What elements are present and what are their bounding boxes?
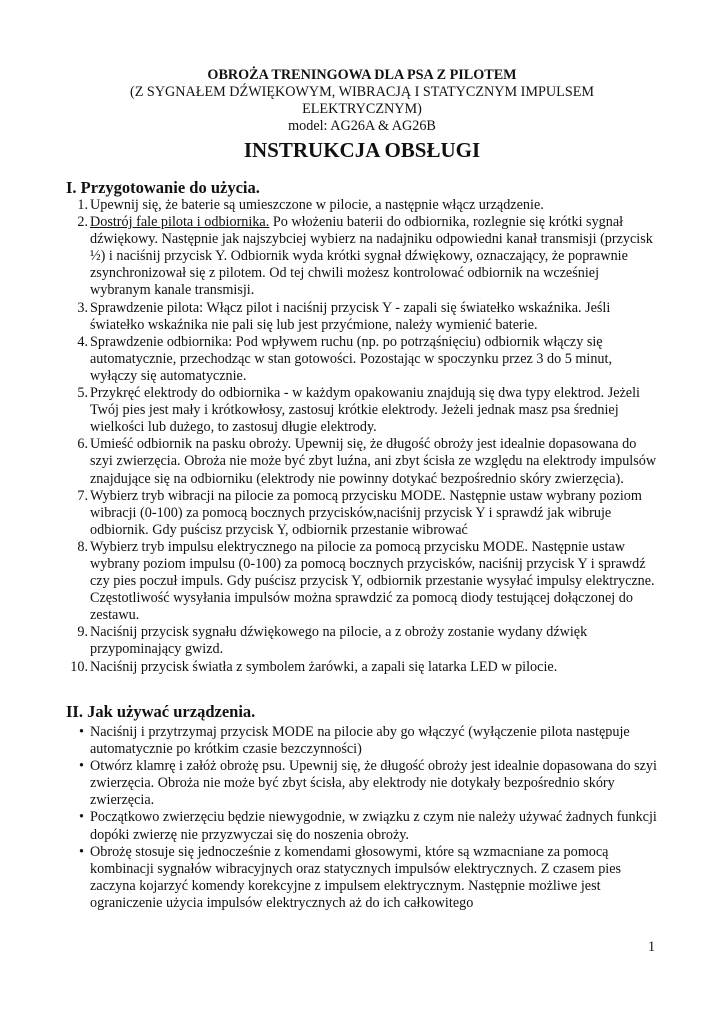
bullet-icon: • (79, 843, 84, 860)
bullet-icon: • (79, 758, 84, 775)
bullet-item-text: Naciśnij i przytrzymaj przycisk MODE na pilocie aby go włączyć (wyłączenie pilota następuje automatycznie po krótkim czasie bezczynności) (90, 724, 630, 758)
preparation-steps-list (58, 197, 658, 676)
bullet-icon: • (79, 809, 84, 826)
list-item (58, 624, 658, 658)
page-title: INSTRUKCJA OBSŁUGI (243, 138, 481, 162)
list-item-number: 10. (70, 658, 88, 675)
list-item-number: 9. (77, 624, 88, 641)
list-item-number: 8. (77, 538, 88, 555)
bullet-icon: • (79, 724, 84, 740)
bullet-item (58, 724, 658, 758)
product-subtitle-continued: ELEKTRYCZNYM) (302, 101, 422, 117)
list-item (58, 300, 658, 334)
list-item-text: Upewnij się, że baterie są umieszczone w pilocie, a następnie włącz urządzenie. (90, 197, 544, 213)
list-item-number: 6. (77, 436, 88, 453)
page-number: 1 (648, 939, 656, 955)
usage-bullet-list (58, 724, 658, 912)
list-item-text: Wybierz tryb impulsu elektrycznego na pilocie za pomocą przycisku MODE. Następnie ustaw wybrany poziom impulsu (0-100) za pomocą bocznych przycisków, naciśnij przycisk Y i sprawdź czy pies poczuł impuls. Gdy puścisz przycisk Y, odbiornik przestanie wysyłać impulsy elektryczne. Częstotliwość wysyłania impulsów można sprawdzić za pomocą diody testującej dołączonej do zestawu. (90, 538, 655, 624)
bullet-item-text: Otwórz klamrę i załóż obrożę psu. Upewnij się, że długość obroży jest idealnie dopasowana do szyi zwierzęcia. Obroża nie może być zbyt ścisła, aby elektrody nie dotykały bezpośrednio skóry zwierzęcia. (90, 758, 657, 809)
list-item (58, 659, 658, 676)
list-item-text: Sprawdzenie odbiornika: Pod wpływem ruchu (np. po potrząśnięciu) odbiornik włączy się automatycznie, przechodząc w stan gotowości. Pozostając w spoczynku przez 3 do 5 minut, wyłączy się automatycznie. (90, 333, 613, 384)
bullet-item (58, 809, 658, 843)
section-heading-preparation: I. Przygotowanie do użycia. (66, 178, 260, 197)
list-item-text: Umieść odbiornik na pasku obroży. Upewnij się, że długość obroży jest idealnie dopasowana do szyi zwierzęcia. Obroża nie może być zbyt luźna, ani zbyt ścisła ze względu na elektrody impulsów znajdujące się na odbiorniku (elektrody nie powinny dotykać bezpośrednio skóry zwierzęcia). (90, 436, 657, 487)
product-subtitle: (Z SYGNAŁEM DŹWIĘKOWYM, WIBRACJĄ I STATYCZNYM IMPULSEM (129, 84, 594, 100)
list-item-number: 4. (77, 333, 88, 350)
list-item (58, 214, 658, 299)
list-item (58, 539, 658, 624)
list-item (58, 385, 658, 436)
list-item-number: 3. (77, 299, 88, 316)
list-item-text: Naciśnij przycisk sygnału dźwiękowego na pilocie, a z obroży zostanie wydany dźwięk przypominający gwizd. (90, 624, 588, 658)
model-line: model: AG26A & AG26B (288, 118, 436, 134)
list-item-text: Naciśnij przycisk światła z symbolem żarówki, a zapali się latarka LED w pilocie. (90, 658, 558, 675)
list-item-text (90, 214, 658, 299)
list-item-text: Sprawdzenie pilota: Włącz pilot i naciśnij przycisk Y - zapali się światełko wskaźnika. Jeśli światełko wskaźnika nie pali się lub jest przyćmione, należy wymienić baterie. (90, 299, 611, 333)
bullet-item-text: Początkowo zwierzęciu będzie niewygodnie, w związku z czym nie należy używać żadnych funkcji dopóki zwierzę nie przyzwyczai się do noszenia obroży. (90, 809, 657, 843)
list-item-text: Przykręć elektrody do odbiornika - w każdym opakowaniu znajdują się dwa typy elektrod. Jeżeli Twój pies jest mały i krótkowłosy, zastosuj krótkie elektrody. Jeżeli jednak masz psa średniej wielkości lub dużego, to zastosuj długie elektrody. (90, 385, 640, 436)
bullet-item (58, 844, 658, 912)
list-item-number: 2. (77, 214, 88, 231)
list-item (58, 488, 658, 539)
list-item-text: Wybierz tryb wibracji na pilocie za pomocą przycisku MODE. Następnie ustaw wybrany poziom wibracji (0-100) za pomocą bocznych przycisków,naciśnij przycisk Y i sprawdź jak wibruje odbiornik. Gdy puścisz przycisk Y, odbiornik przestanie wibrować (90, 487, 642, 538)
bullet-item-text: Obrożę stosuje się jednocześnie z komendami głosowymi, które są wzmacniane za pomocą kombinacji sygnałów wibracyjnych oraz statycznych impulsów elektrycznych. Z czasem pies zaczyna kojarzyć komendy korekcyjne z impulsem elektrycznym. Następnie możliwe jest ograniczenie użycia impulsów elektrycznych aż do ich całkowitego (90, 843, 622, 911)
list-item-number: 7. (77, 487, 88, 504)
list-item-body: Po włożeniu baterii do odbiornika, rozlegnie się krótki sygnał dźwiękowy. Następnie jak najszybciej wybierz na nadajniku odpowiedni kanał transmisji (przycisk ½) i naciśnij przycisk Y. Odbiornik wyda krótki sygnał dźwiękowy, oznaczający, że poprawnie zsynchronizował się z pilotem. Od tej chwili możesz kontrolować odbiornik na wcześniej wybranym kanale transmisji. (90, 214, 653, 299)
list-item (58, 334, 658, 385)
list-item-number: 1. (77, 197, 88, 213)
bullet-item (58, 758, 658, 809)
section-heading-usage: II. Jak używać urządzenia. (66, 702, 256, 721)
list-item-number: 5. (77, 385, 88, 402)
list-item (58, 436, 658, 487)
product-title: OBROŻA TRENINGOWA DLA PSA Z PILOTEM (207, 67, 517, 83)
underlined-step-title: Dostrój fale pilota i odbiornika. (90, 214, 270, 231)
list-item (58, 197, 658, 214)
